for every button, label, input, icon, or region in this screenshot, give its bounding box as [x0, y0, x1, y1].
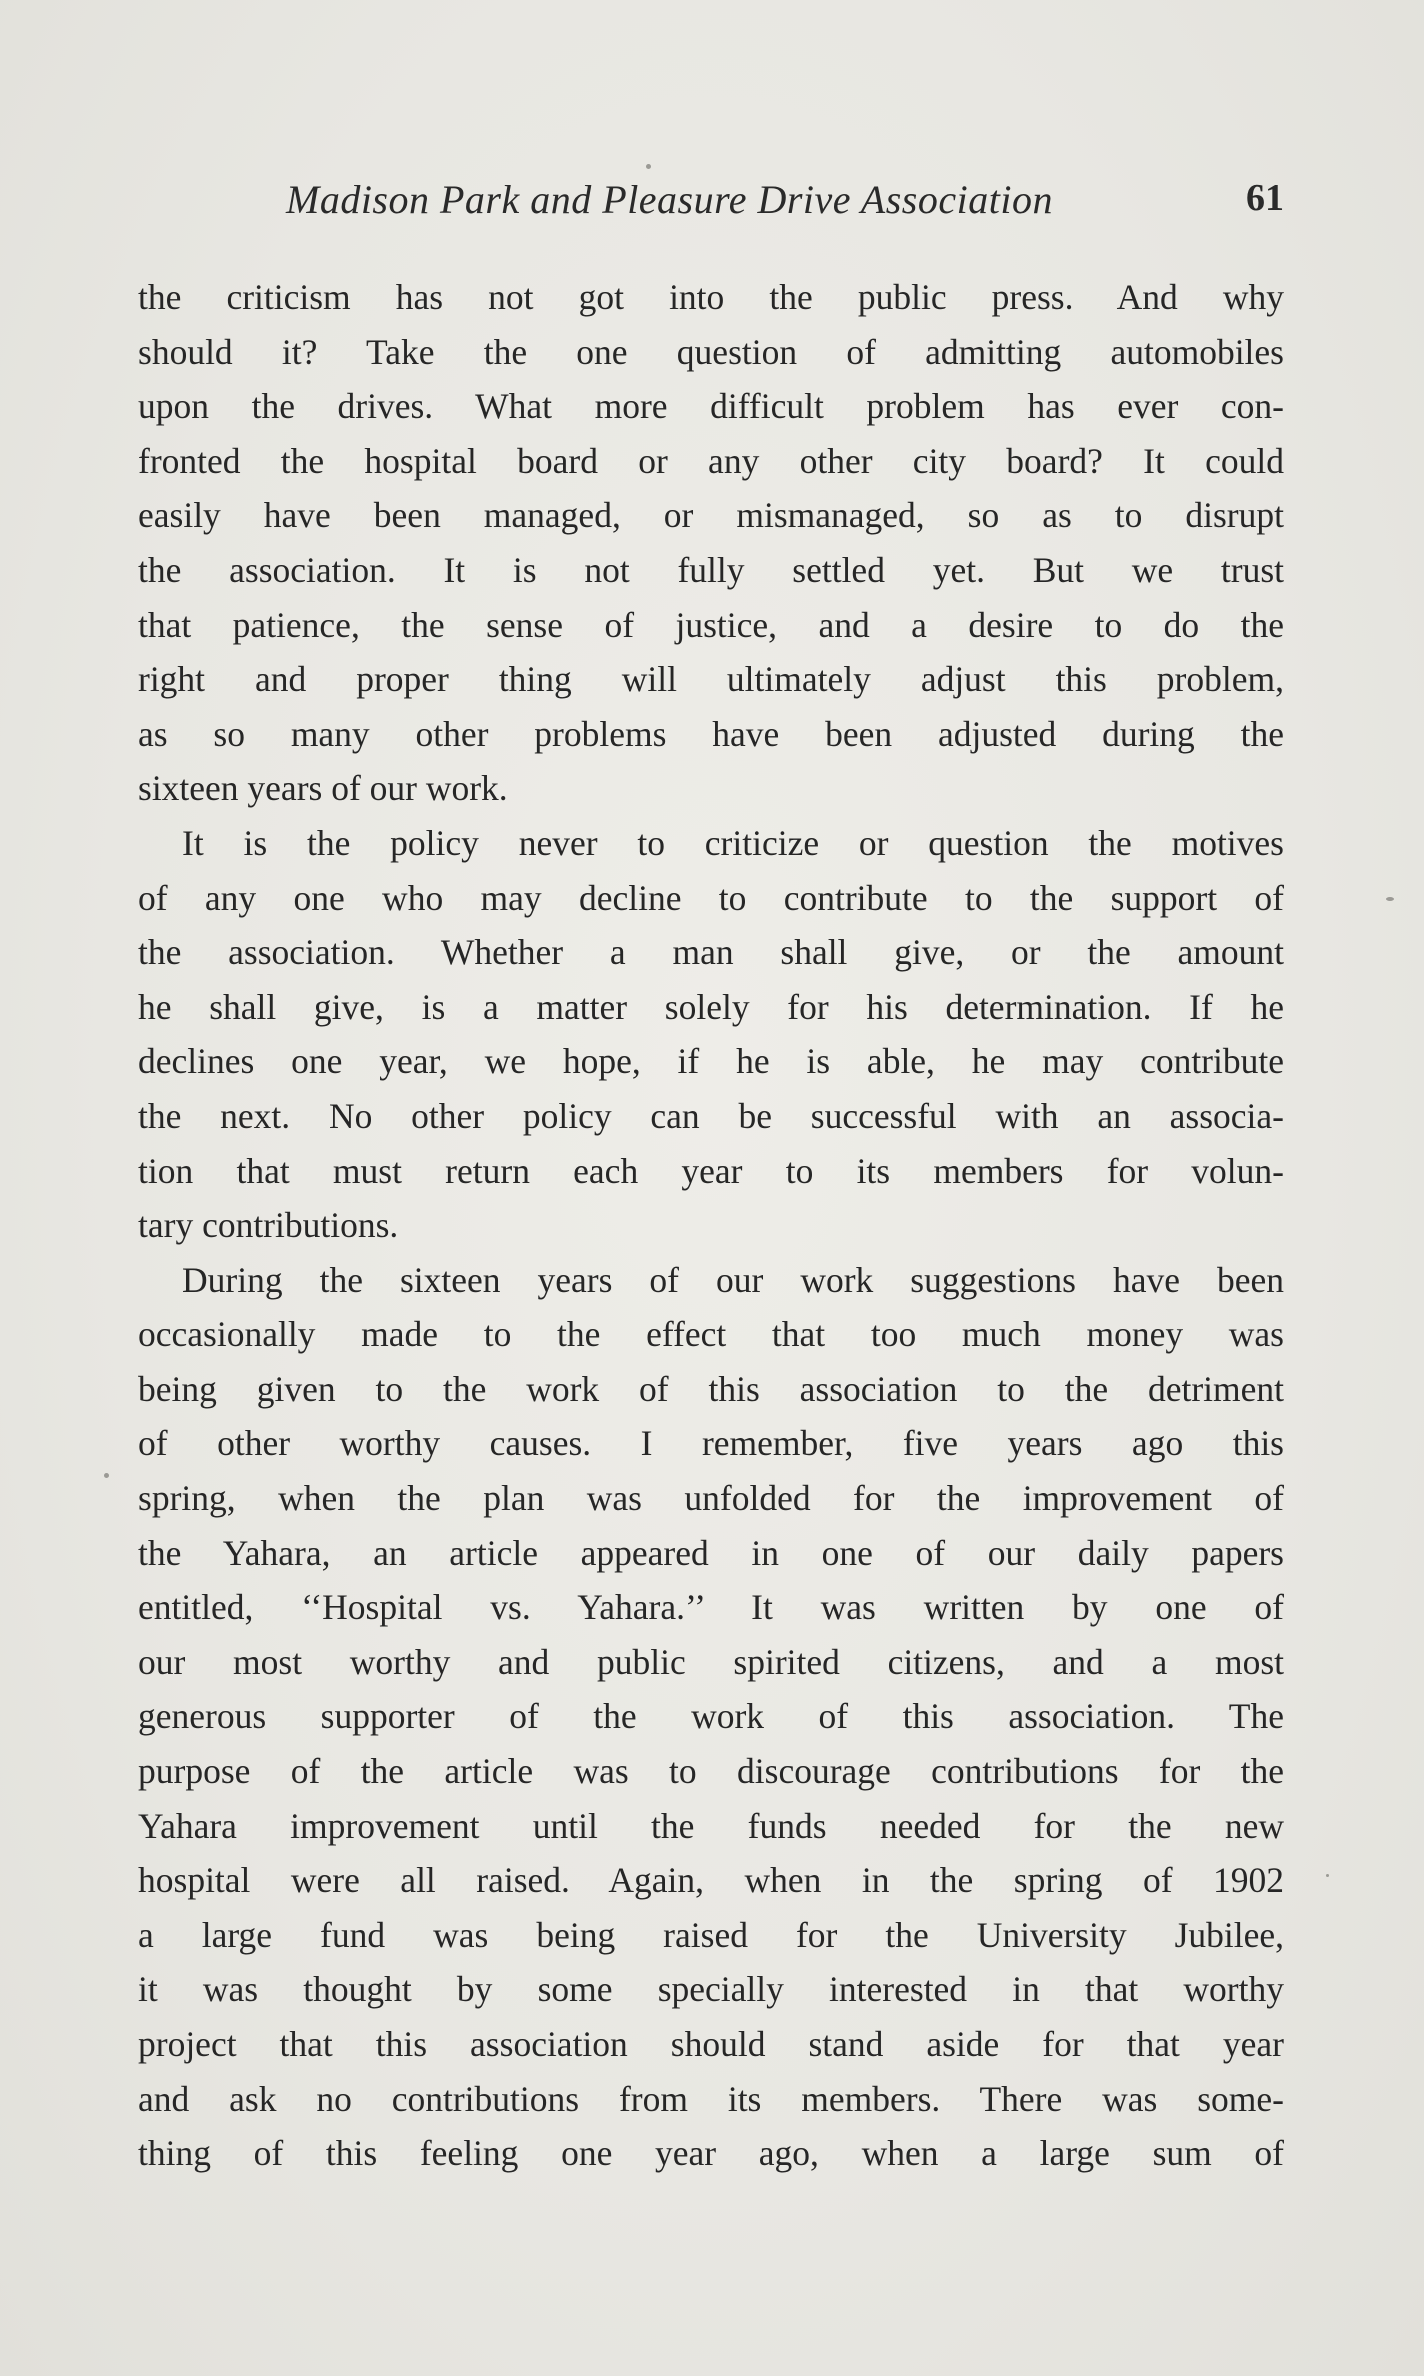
text-line: thing of this feeling one year ago, when a large sum of [138, 2133, 1284, 2174]
text-line: fronted the hospital board or any other city board? It could [138, 440, 1284, 481]
paper-speck [1326, 1874, 1329, 1877]
text-line: right and proper thing will ultimately adjust this problem, [138, 659, 1284, 700]
text-line: generous supporter of the work of this association. The [138, 1696, 1284, 1737]
text-line: purpose of the article was to discourage contributions for the [138, 1751, 1284, 1792]
text-line: Yahara improvement until the funds needed for the new [138, 1805, 1284, 1846]
paper-speck [1386, 897, 1394, 901]
text-line: it was thought by some specially interested in that worthy [138, 1969, 1284, 2010]
text-line: of other worthy causes. I remember, five years ago this [138, 1423, 1284, 1464]
text-line: entitled, ‘‘Hospital vs. Yahara.’’ It was written by one of [138, 1587, 1284, 1628]
text-line: the criticism has not got into the public press. And why [138, 277, 1284, 317]
text-line: spring, when the plan was unfolded for the improvement of [138, 1478, 1284, 1519]
text-line: occasionally made to the effect that too much money was [138, 1314, 1284, 1355]
text-line: sixteen years of our work. [138, 768, 508, 809]
text-line: During the sixteen years of our work suggestions have been [182, 1259, 1284, 1300]
text-line: of any one who may decline to contribute to the support of [138, 877, 1284, 918]
text-line: our most worthy and public spirited citizens, and a most [138, 1641, 1284, 1682]
paper-speck [104, 1473, 109, 1478]
text-line: tary contributions. [138, 1205, 399, 1246]
text-line: the association. It is not fully settled yet. But we trust [138, 549, 1284, 590]
text-line: the Yahara, an article appeared in one of our daily papers [138, 1532, 1284, 1573]
running-head [138, 176, 1284, 236]
running-title: Madison Park and Pleasure Drive Association [286, 177, 1053, 222]
body-text [138, 270, 1284, 2181]
text-line: hospital were all raised. Again, when in the spring of 1902 [138, 1860, 1284, 1901]
text-line: tion that must return each year to its members for volun- [138, 1150, 1284, 1191]
text-line: and ask no contributions from its members. There was some- [138, 2078, 1284, 2119]
paper-speck [646, 164, 651, 169]
text-line: he shall give, is a matter solely for his determination. If he [138, 986, 1284, 1027]
page-number: 61 [1246, 177, 1284, 219]
text-line: as so many other problems have been adjusted during the [138, 713, 1284, 754]
text-line: being given to the work of this association to the detriment [138, 1368, 1284, 1409]
text-line: that patience, the sense of justice, and a desire to do the [138, 604, 1284, 645]
text-line: declines one year, we hope, if he is able, he may contribute [138, 1041, 1284, 1082]
text-line: a large fund was being raised for the University Jubilee, [138, 1914, 1284, 1955]
text-line: the next. No other policy can be successful with an associa- [138, 1095, 1284, 1136]
text-line: project that this association should stand aside for that year [138, 2024, 1284, 2064]
text-line: upon the drives. What more difficult problem has ever con- [138, 386, 1284, 427]
text-line: It is the policy never to criticize or question the motives [182, 822, 1284, 863]
text-line: easily have been managed, or mismanaged, so as to disrupt [138, 495, 1284, 536]
text-line: the association. Whether a man shall give, or the amount [138, 932, 1284, 973]
text-line: should it? Take the one question of admitting automobiles [138, 331, 1284, 372]
